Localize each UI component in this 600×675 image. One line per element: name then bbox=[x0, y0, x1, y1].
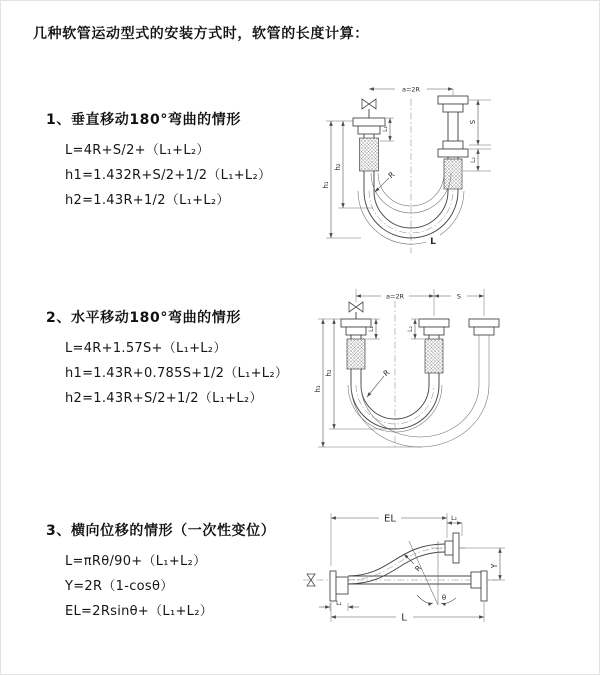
dim-r-label: R bbox=[381, 367, 392, 379]
flange bbox=[471, 572, 481, 588]
flange bbox=[438, 149, 468, 157]
formula: Y=2R（1-cosθ） bbox=[65, 579, 174, 594]
dim-l-label: L bbox=[401, 612, 407, 624]
section-2-formulas bbox=[65, 336, 288, 411]
formula: h2=1.43R+1/2（L₁+L₂） bbox=[65, 193, 230, 208]
dim-r-label: R bbox=[386, 169, 397, 181]
section-1-formulas bbox=[65, 138, 271, 213]
flange bbox=[443, 104, 463, 112]
diagram-lateral-displacement bbox=[296, 489, 600, 674]
dim-span-label: a=2R bbox=[401, 85, 421, 94]
dim-h1-label: h₁ bbox=[314, 385, 322, 393]
flange bbox=[336, 577, 348, 594]
flange bbox=[424, 327, 444, 335]
dim-l2-label: L₂ bbox=[407, 326, 414, 332]
formula: EL=2Rsinθ+（L₁+L₂） bbox=[65, 604, 214, 619]
flange bbox=[330, 571, 336, 601]
dim-s-label: S bbox=[469, 119, 477, 125]
flange bbox=[453, 533, 459, 563]
section-1 bbox=[46, 109, 271, 213]
dim-h2-label: h₂ bbox=[325, 369, 333, 377]
dim-span-label: a=2R bbox=[385, 292, 405, 301]
section-2-heading: 2、水平移动180°弯曲的情形 bbox=[46, 310, 241, 326]
flange bbox=[438, 96, 468, 104]
formula: h2=1.43R+S/2+1/2（L₁+L₂） bbox=[65, 391, 263, 406]
section-1-heading: 1、垂直移动180°弯曲的情形 bbox=[46, 112, 241, 128]
section-2 bbox=[46, 307, 288, 411]
dim-h2-label: h₂ bbox=[334, 163, 342, 171]
flange bbox=[481, 571, 487, 601]
dim-s-label: S bbox=[456, 292, 462, 301]
dim-l2-label: L₂ bbox=[470, 157, 477, 163]
dimensions bbox=[314, 289, 484, 447]
dim-l1-label: L₁ bbox=[368, 326, 375, 332]
valve-icon bbox=[349, 302, 363, 319]
page-title: 几种软管运动型式的安装方式时，软管的长度计算： bbox=[33, 26, 369, 42]
flange bbox=[419, 319, 449, 327]
dim-el-label: EL bbox=[384, 513, 396, 525]
hose-drawing bbox=[341, 302, 499, 447]
diagram-vertical-180-bend bbox=[301, 71, 593, 261]
formula: L=πRθ/90+（L₁+L₂） bbox=[65, 554, 207, 569]
hose-drawing bbox=[353, 96, 468, 244]
flange bbox=[445, 541, 453, 555]
flange bbox=[346, 327, 366, 335]
braid-section bbox=[360, 138, 379, 171]
braid-section bbox=[425, 339, 443, 373]
valve-icon bbox=[362, 99, 376, 118]
dim-l1-label: L₁ bbox=[382, 126, 389, 132]
braid-section bbox=[444, 159, 462, 189]
flange bbox=[469, 319, 499, 327]
flange bbox=[474, 327, 494, 335]
formula: L=4R+S/2+（L₁+L₂） bbox=[65, 143, 210, 158]
formula: h1=1.432R+S/2+1/2（L₁+L₂） bbox=[65, 168, 272, 183]
formula: h1=1.43R+0.785S+1/2（L₁+L₂） bbox=[65, 366, 289, 381]
flange bbox=[443, 141, 463, 149]
flange bbox=[353, 118, 385, 126]
dim-l1-label: L₁ bbox=[336, 600, 342, 607]
dim-r-label: R bbox=[412, 563, 424, 574]
dim-l-label: L bbox=[430, 237, 436, 247]
section-3-formulas bbox=[65, 549, 275, 624]
dim-h1-label: h₁ bbox=[322, 181, 330, 189]
flange bbox=[341, 319, 371, 327]
dimensions bbox=[319, 513, 505, 624]
flange bbox=[358, 126, 380, 134]
dimensions bbox=[322, 86, 491, 248]
diagram-horizontal-180-bend bbox=[301, 281, 600, 476]
section-3 bbox=[46, 520, 275, 624]
hose-drawing bbox=[307, 533, 487, 605]
dim-theta-label: θ bbox=[441, 594, 447, 602]
section-3-heading: 3、横向位移的情形（一次性变位） bbox=[46, 523, 276, 539]
dim-y-label: Y bbox=[490, 563, 499, 569]
dim-l2-label: L₂ bbox=[451, 515, 457, 522]
braid-section bbox=[347, 339, 365, 369]
formula: L=4R+1.57S+（L₁+L₂） bbox=[65, 341, 227, 356]
